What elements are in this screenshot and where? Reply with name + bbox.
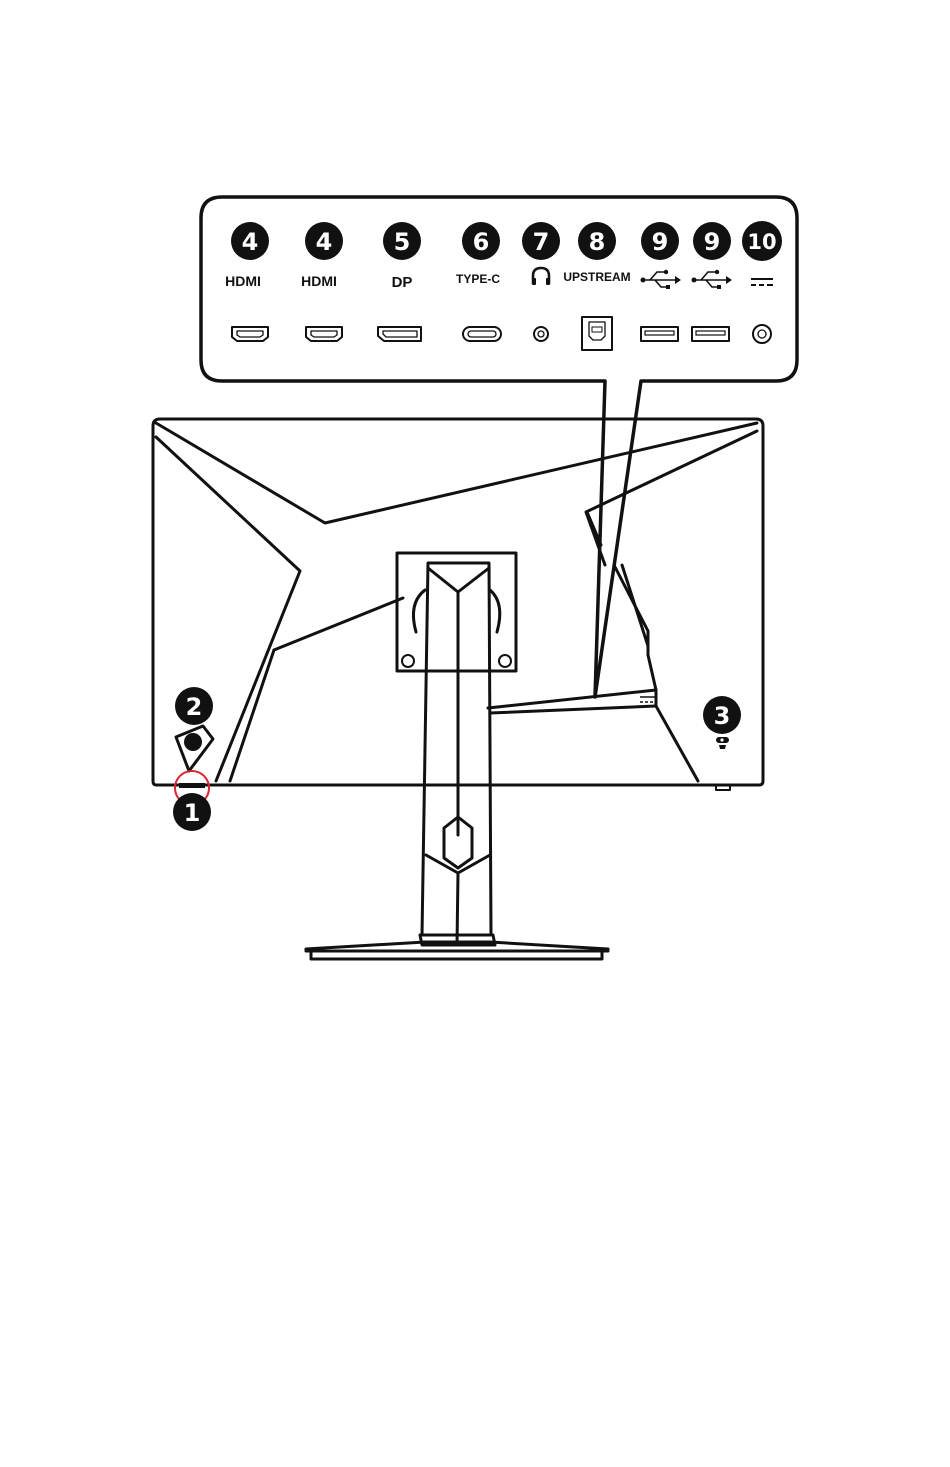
port-badge — [578, 222, 616, 260]
port-badge — [462, 222, 500, 260]
callout-badge-power — [173, 793, 211, 831]
svg-text:6: 6 — [472, 228, 490, 256]
svg-text:10: 10 — [747, 230, 777, 254]
port-badge — [305, 222, 343, 260]
port-badge — [641, 222, 679, 260]
svg-text:2: 2 — [185, 693, 203, 721]
upstream-label: UPSTREAM — [563, 270, 631, 284]
port-badge — [693, 222, 731, 260]
joystick-icon — [176, 726, 213, 771]
svg-text:7: 7 — [532, 228, 550, 256]
svg-text:3: 3 — [713, 702, 731, 730]
kensington-lock-icon — [716, 737, 729, 749]
svg-text:5: 5 — [393, 228, 411, 256]
svg-text:4: 4 — [315, 228, 333, 256]
svg-text:1: 1 — [183, 799, 201, 827]
svg-text:9: 9 — [703, 228, 721, 256]
type-c-label: TYPE-C — [455, 272, 501, 286]
port-badge — [231, 222, 269, 260]
port-badge — [383, 222, 421, 260]
port-badge — [522, 222, 560, 260]
svg-text:4: 4 — [241, 228, 259, 256]
dp-label: DP — [391, 274, 413, 291]
hdmi-label: HDMI — [225, 273, 261, 289]
callout-badge-lock — [703, 696, 741, 734]
svg-text:8: 8 — [588, 228, 606, 256]
callout-badge-joystick — [175, 687, 213, 725]
stand-neck — [420, 563, 495, 945]
svg-text:9: 9 — [651, 228, 669, 256]
hdmi-label: HDMI — [301, 273, 337, 289]
port-badge — [742, 221, 782, 261]
